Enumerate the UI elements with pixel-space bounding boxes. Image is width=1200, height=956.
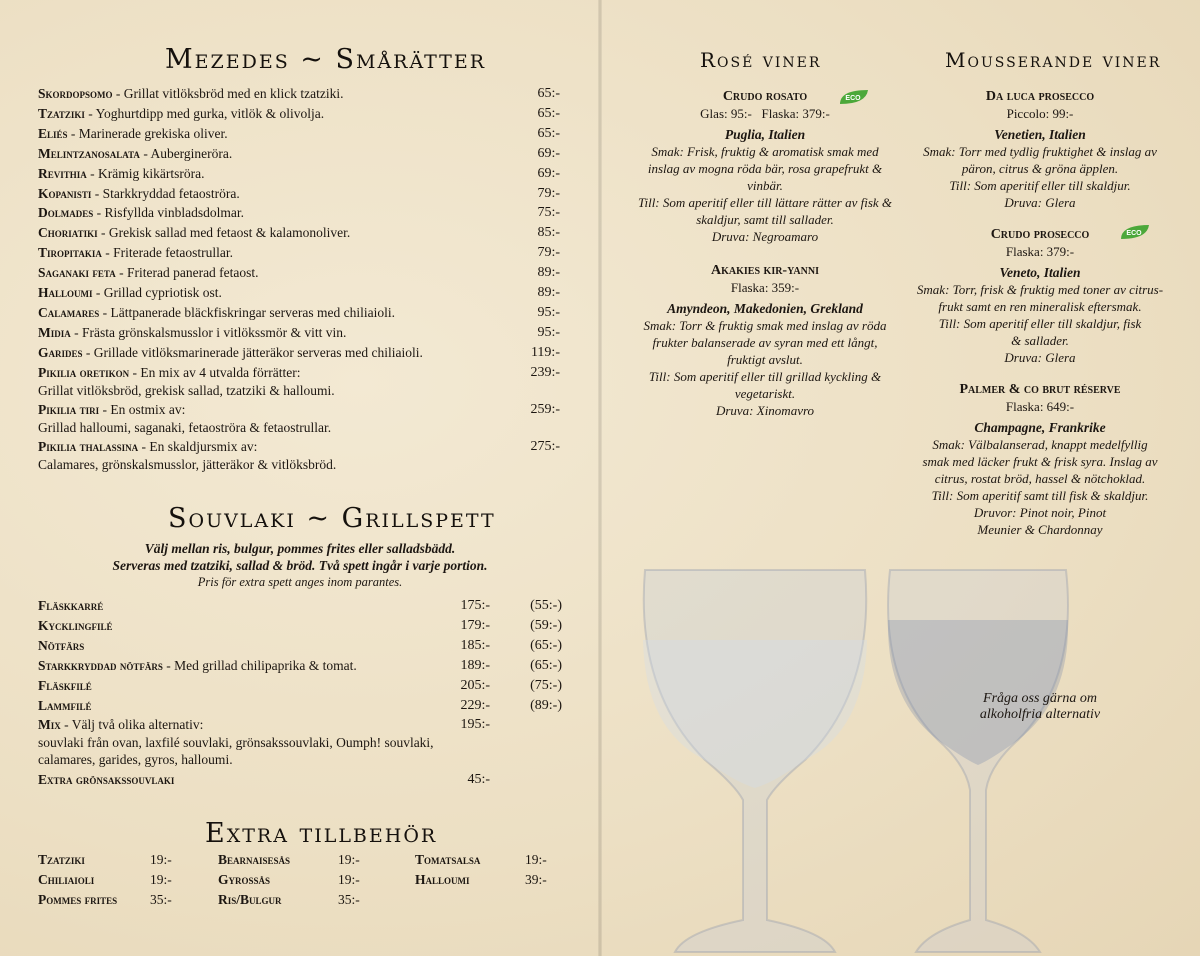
menu-item [38,244,233,261]
mix-sub-1: souvlaki från ovan, laxfilé souvlaki, grönsakssouvlaki, Oumph! souvlaki, [38,735,434,750]
menu-item-desc: - Aubergineröra. [139,145,233,161]
menu-item-name: Eliés [38,125,68,141]
menu-item-desc: - Grillade vitlöksmarinerade jätteräkor serveras med chiliaioli. [82,344,423,360]
wine-glass-right-illustration [878,560,1078,956]
menu-item-name: Revithia [38,165,87,181]
wine-desc-3: vinbär. [747,178,783,193]
menu-item [38,324,346,341]
wine-region: Amyndeon, Makedonien, Grekland [667,301,863,316]
wine-prices: Piccolo: 99:- [1006,106,1074,121]
menu-item-desc: - Marinerade grekiska oliver. [67,125,228,141]
menu-item-price: 65:- [537,86,560,101]
souvlaki-extra-price: (59:-) [530,618,562,633]
menu-item-price: 79:- [537,245,560,261]
souvlaki-intro-1: Välj mellan ris, bulgur, pommes frites eller salladsbädd. [144,541,456,556]
wine-desc-5: vegetariskt. [734,386,796,401]
souvlaki-price: 229:- [460,698,490,713]
menu-item-price: 95:- [537,324,560,340]
wine-desc-5: skaldjur, samt till sallader. [696,212,834,227]
wine-desc-2: frukter balanserade av syran med ett långt, [652,335,878,350]
wine-desc-2: inslag av mogna röda bär, rosa grapefrukt & [647,161,883,176]
souvlaki-price: 185:- [460,638,490,653]
menu-item-price: 85:- [537,225,560,241]
souvlaki-intro-3: Pris för extra spett anges inom parantes. [197,575,403,589]
wine-prices: Flaska: 379:- [1005,244,1075,259]
wine-desc-6: Meunier & Chardonnay [977,522,1103,537]
mousserande-title: Mousserande viner [945,48,1162,72]
menu-item-price: 79:- [537,185,560,201]
tillbehor-name: Pommes frites [38,892,118,907]
menu-item-desc: - Krämig kikärtsröra. [86,165,205,181]
footer-note-2: alkoholfria alternativ [979,707,1101,722]
extra-souvlaki [38,771,174,788]
tillbehor-name: Tzatziki [38,852,85,867]
wine-desc-3: citrus, rostat bröd, hassel & nötchoklad. [934,471,1146,486]
wine-region: Venetien, Italien [994,127,1086,142]
tillbehor-name: Bearnaisesås [218,852,291,867]
wine-desc-2: smak med läcker frukt & frisk syra. Inslag av [922,454,1158,469]
wine-desc-4: Druva: Glera [1004,195,1076,210]
menu-item-name: Skordopsomo [38,86,113,101]
menu-item-price: 89:- [537,285,560,300]
page-fold [598,0,602,956]
wine-desc-4: Till: Som aperitif samt till fisk & skaldjur. [931,488,1149,503]
mix-name: Mix [38,717,61,732]
menu-item-price: 69:- [537,145,560,161]
souvlaki-item [38,597,103,614]
wine-desc-2: frukt samt en ren mineralisk eftersmak. [938,299,1142,314]
pikilia-desc: - En mix av 4 utvalda förrätter: [129,365,301,380]
menu-item [38,185,240,202]
souvlaki-desc: - Med grillad chilipaprika & tomat. [162,658,357,673]
souvlaki-item [38,637,84,654]
souvlaki-price: 189:- [460,658,490,673]
menu-item-price: 95:- [537,304,560,320]
souvlaki-name: Fläskkarré [38,598,104,613]
wine-desc-2: päron, citrus & gröna äpplen. [961,161,1119,176]
menu-item-name: Choriatiki [38,225,98,241]
tillbehor-price: 39:- [525,872,547,887]
pikilia-item [38,438,257,455]
svg-text:ECO: ECO [845,95,861,102]
menu-item-name: Calamares [38,304,100,320]
tillbehor-price: 19:- [150,852,172,867]
wine-name: Da luca prosecco [985,89,1095,104]
tillbehor-name: Halloumi [415,872,470,887]
tillbehor-price: 19:- [150,872,172,887]
pikilia-sub: Calamares, grönskalsmusslor, jätteräkor & vitlöksbröd. [38,457,337,472]
wine-desc-6: Druva: Xinomavro [715,403,815,418]
wine-desc-1: Smak: Torr med tydlig fruktighet & inslag av [923,144,1157,159]
wine-desc-1: Smak: Torr & fruktig smak med inslag av röda [643,318,887,333]
menu-item-name: Tiropitakia [38,245,102,261]
souvlaki-extra-price: (65:-) [530,658,562,673]
tillbehor-price: 19:- [338,852,360,867]
wine-desc-5: Druva: Glera [1004,350,1076,365]
menu-item-price: 65:- [537,105,560,121]
souvlaki-extra-price: (89:-) [530,698,562,713]
menu-item-desc: - Frästa grönskalsmusslor i vitlökssmör & vitt vin. [70,324,347,340]
menu-item-price: 119:- [530,344,560,360]
svg-text:ECO: ECO [1126,230,1142,237]
extra-souvlaki-name: Extra grönsakssouvlaki [38,772,175,787]
menu-item-name: Melintzanosalata [38,145,140,161]
pikilia-desc: - En skaldjursmix av: [138,439,258,454]
eco-leaf-icon [838,88,870,106]
footer-note-1: Fråga oss gärna om [983,691,1097,706]
menu-item [38,344,423,361]
menu-item-name: Halloumi [38,285,93,300]
mix-price: 195:- [460,717,490,732]
menu-item-name: Midia [38,324,71,340]
souvlaki-name: Nötfärs [38,638,85,653]
wine-name: Crudo rosato [722,89,808,104]
wine-da-luca [905,88,1175,211]
wine-prices: Flaska: 359:- [730,280,800,295]
menu-item [38,264,259,281]
souvlaki-name: Starkkryddad nötfärs [38,658,163,673]
wine-desc-6: Druva: Negroamaro [711,229,819,244]
menu-item-name: Saganaki feta [38,265,116,281]
souvlaki-price: 179:- [460,618,490,633]
souvlaki-item [38,617,113,634]
souvlaki-extra-price: (75:-) [530,678,562,693]
menu-item-desc: - Starkkryddad fetaoströra. [91,185,240,201]
souvlaki-extra-price: (55:-) [530,598,562,613]
tillbehor-price: 19:- [338,872,360,887]
wine-crudo-prosecco [905,226,1175,366]
mix-sub-2: calamares, garides, gyros, halloumi. [38,752,233,767]
menu-item-price: 89:- [537,265,560,281]
menu-item-name: Dolmades [38,205,94,221]
wine-prices: Flaska: 649:- [1005,399,1075,414]
wine-desc-4: Till: Som aperitif eller till lättare rätter av fisk & [637,195,893,210]
tillbehor-name: Gyrossås [218,872,271,887]
pikilia-name: Pikilia thalassina [38,439,139,454]
extra-souvlaki-price: 45:- [467,772,490,787]
souvlaki-price: 205:- [460,678,490,693]
tillbehor-price: 35:- [150,892,172,907]
tillbehor-name: Ris/Bulgur [218,892,282,907]
souvlaki-intro-2: Serveras med tzatziki, sallad & bröd. Två spett ingår i varje portion. [112,558,488,573]
wine-akakies [630,262,900,419]
wine-desc-1: Smak: Välbalanserad, knappt medelfyllig [932,437,1148,452]
menu-item-price: 65:- [537,125,560,141]
menu-item-desc: - Friterad panerad fetaost. [115,265,259,281]
menu-item [38,284,222,301]
wine-region: Veneto, Italien [999,265,1081,280]
menu-item-desc: - Lättpanerade bläckfiskringar serveras med chiliaioli. [99,304,396,320]
menu-item-desc: - Friterade fetaostrullar. [101,245,234,261]
menu-item-desc: - Risfyllda vinbladsdolmar. [93,205,245,221]
menu-item [38,204,244,221]
mix-desc: - Välj två olika alternativ: [60,717,204,732]
wine-desc-3: Till: Som aperitif eller till skaldjur, fisk [938,316,1142,331]
souvlaki-item [38,677,92,694]
souvlaki-item [38,657,357,674]
wine-desc-1: Smak: Torr, frisk & fruktig med toner av citrus- [916,282,1164,297]
menu-item-desc: - Grillat vitlöksbröd med en klick tzatziki. [112,86,344,101]
menu-item [38,105,324,122]
wine-desc-3: Till: Som aperitif eller till skaldjur. [949,178,1131,193]
wine-name: Crudo prosecco [990,227,1090,242]
wine-desc-5: Druvor: Pinot noir, Pinot [973,505,1107,520]
pikilia-name: Pikilia tiri [38,402,100,417]
menu-item-price: 75:- [537,205,560,221]
menu-item-price: 69:- [537,165,560,181]
menu-item-name: Garides [38,344,83,360]
mezedes-title: Mezedes ~ Smårätter [165,44,487,75]
wine-desc-4: Till: Som aperitif eller till grillad kyckling & [648,369,882,384]
wine-desc-3: fruktigt avslut. [727,352,803,367]
menu-item [38,224,350,241]
souvlaki-title: Souvlaki ~ Grillspett [168,503,496,534]
wine-desc-4: & sallader. [1011,333,1069,348]
tillbehor-name: Chiliaioli [38,872,95,887]
souvlaki-price: 175:- [460,598,490,613]
menu-item-name: Tzatziki [38,105,85,121]
wine-desc-1: Smak: Frisk, fruktig & aromatisk smak med [651,144,879,159]
tillbehor-price: 35:- [338,892,360,907]
pikilia-sub: Grillat vitlöksbröd, grekisk sallad, tzatziki & halloumi. [38,383,335,398]
eco-leaf-icon [1119,223,1151,241]
pikilia-price: 275:- [530,439,560,454]
wine-region: Champagne, Frankrike [974,420,1106,435]
souvlaki-item [38,697,92,714]
pikilia-desc: - En ostmix av: [99,402,186,417]
wine-region: Puglia, Italien [724,127,806,142]
pikilia-name: Pikilia oretikon [38,365,130,380]
menu-item-desc: - Yoghurtdipp med gurka, vitlök & olivolja. [84,105,325,121]
wine-name: Palmer & co brut réserve [959,382,1121,397]
menu-item [38,304,395,321]
wine-crudo-rosato [630,88,900,245]
pikilia-price: 239:- [530,365,560,380]
pikilia-item [38,364,300,381]
menu-item [38,125,228,142]
menu-item-desc: - Grekisk sallad med fetaost & kalamonoliver. [97,225,351,241]
wine-palmer [905,381,1175,538]
menu-item-name: Kopanisti [38,185,92,201]
tillbehor-title: Extra tillbehör [205,818,438,849]
menu-item [38,145,232,162]
wine-prices: Glas: 95:- Flaska: 379:- [700,106,830,121]
pikilia-price: 259:- [530,402,560,417]
menu-item [38,165,204,182]
wine-name: Akakies kir-yanni [711,263,819,278]
souvlaki-name: Fläskfilé [38,678,92,693]
souvlaki-name: Lammfilé [38,698,92,713]
tillbehor-name: Tomatsalsa [415,852,481,867]
souvlaki-extra-price: (65:-) [530,638,562,653]
tillbehor-price: 19:- [525,852,547,867]
souvlaki-mix [38,716,203,733]
menu-item-desc: - Grillad cypriotisk ost. [92,285,222,300]
souvlaki-name: Kycklingfilé [38,618,113,633]
wine-glass-left-illustration [625,560,885,956]
rose-title: Rosé viner [700,48,822,72]
pikilia-item [38,401,185,418]
menu-item [38,85,343,102]
pikilia-sub: Grillad halloumi, saganaki, fetaoströra & fetaostrullar. [38,420,332,435]
